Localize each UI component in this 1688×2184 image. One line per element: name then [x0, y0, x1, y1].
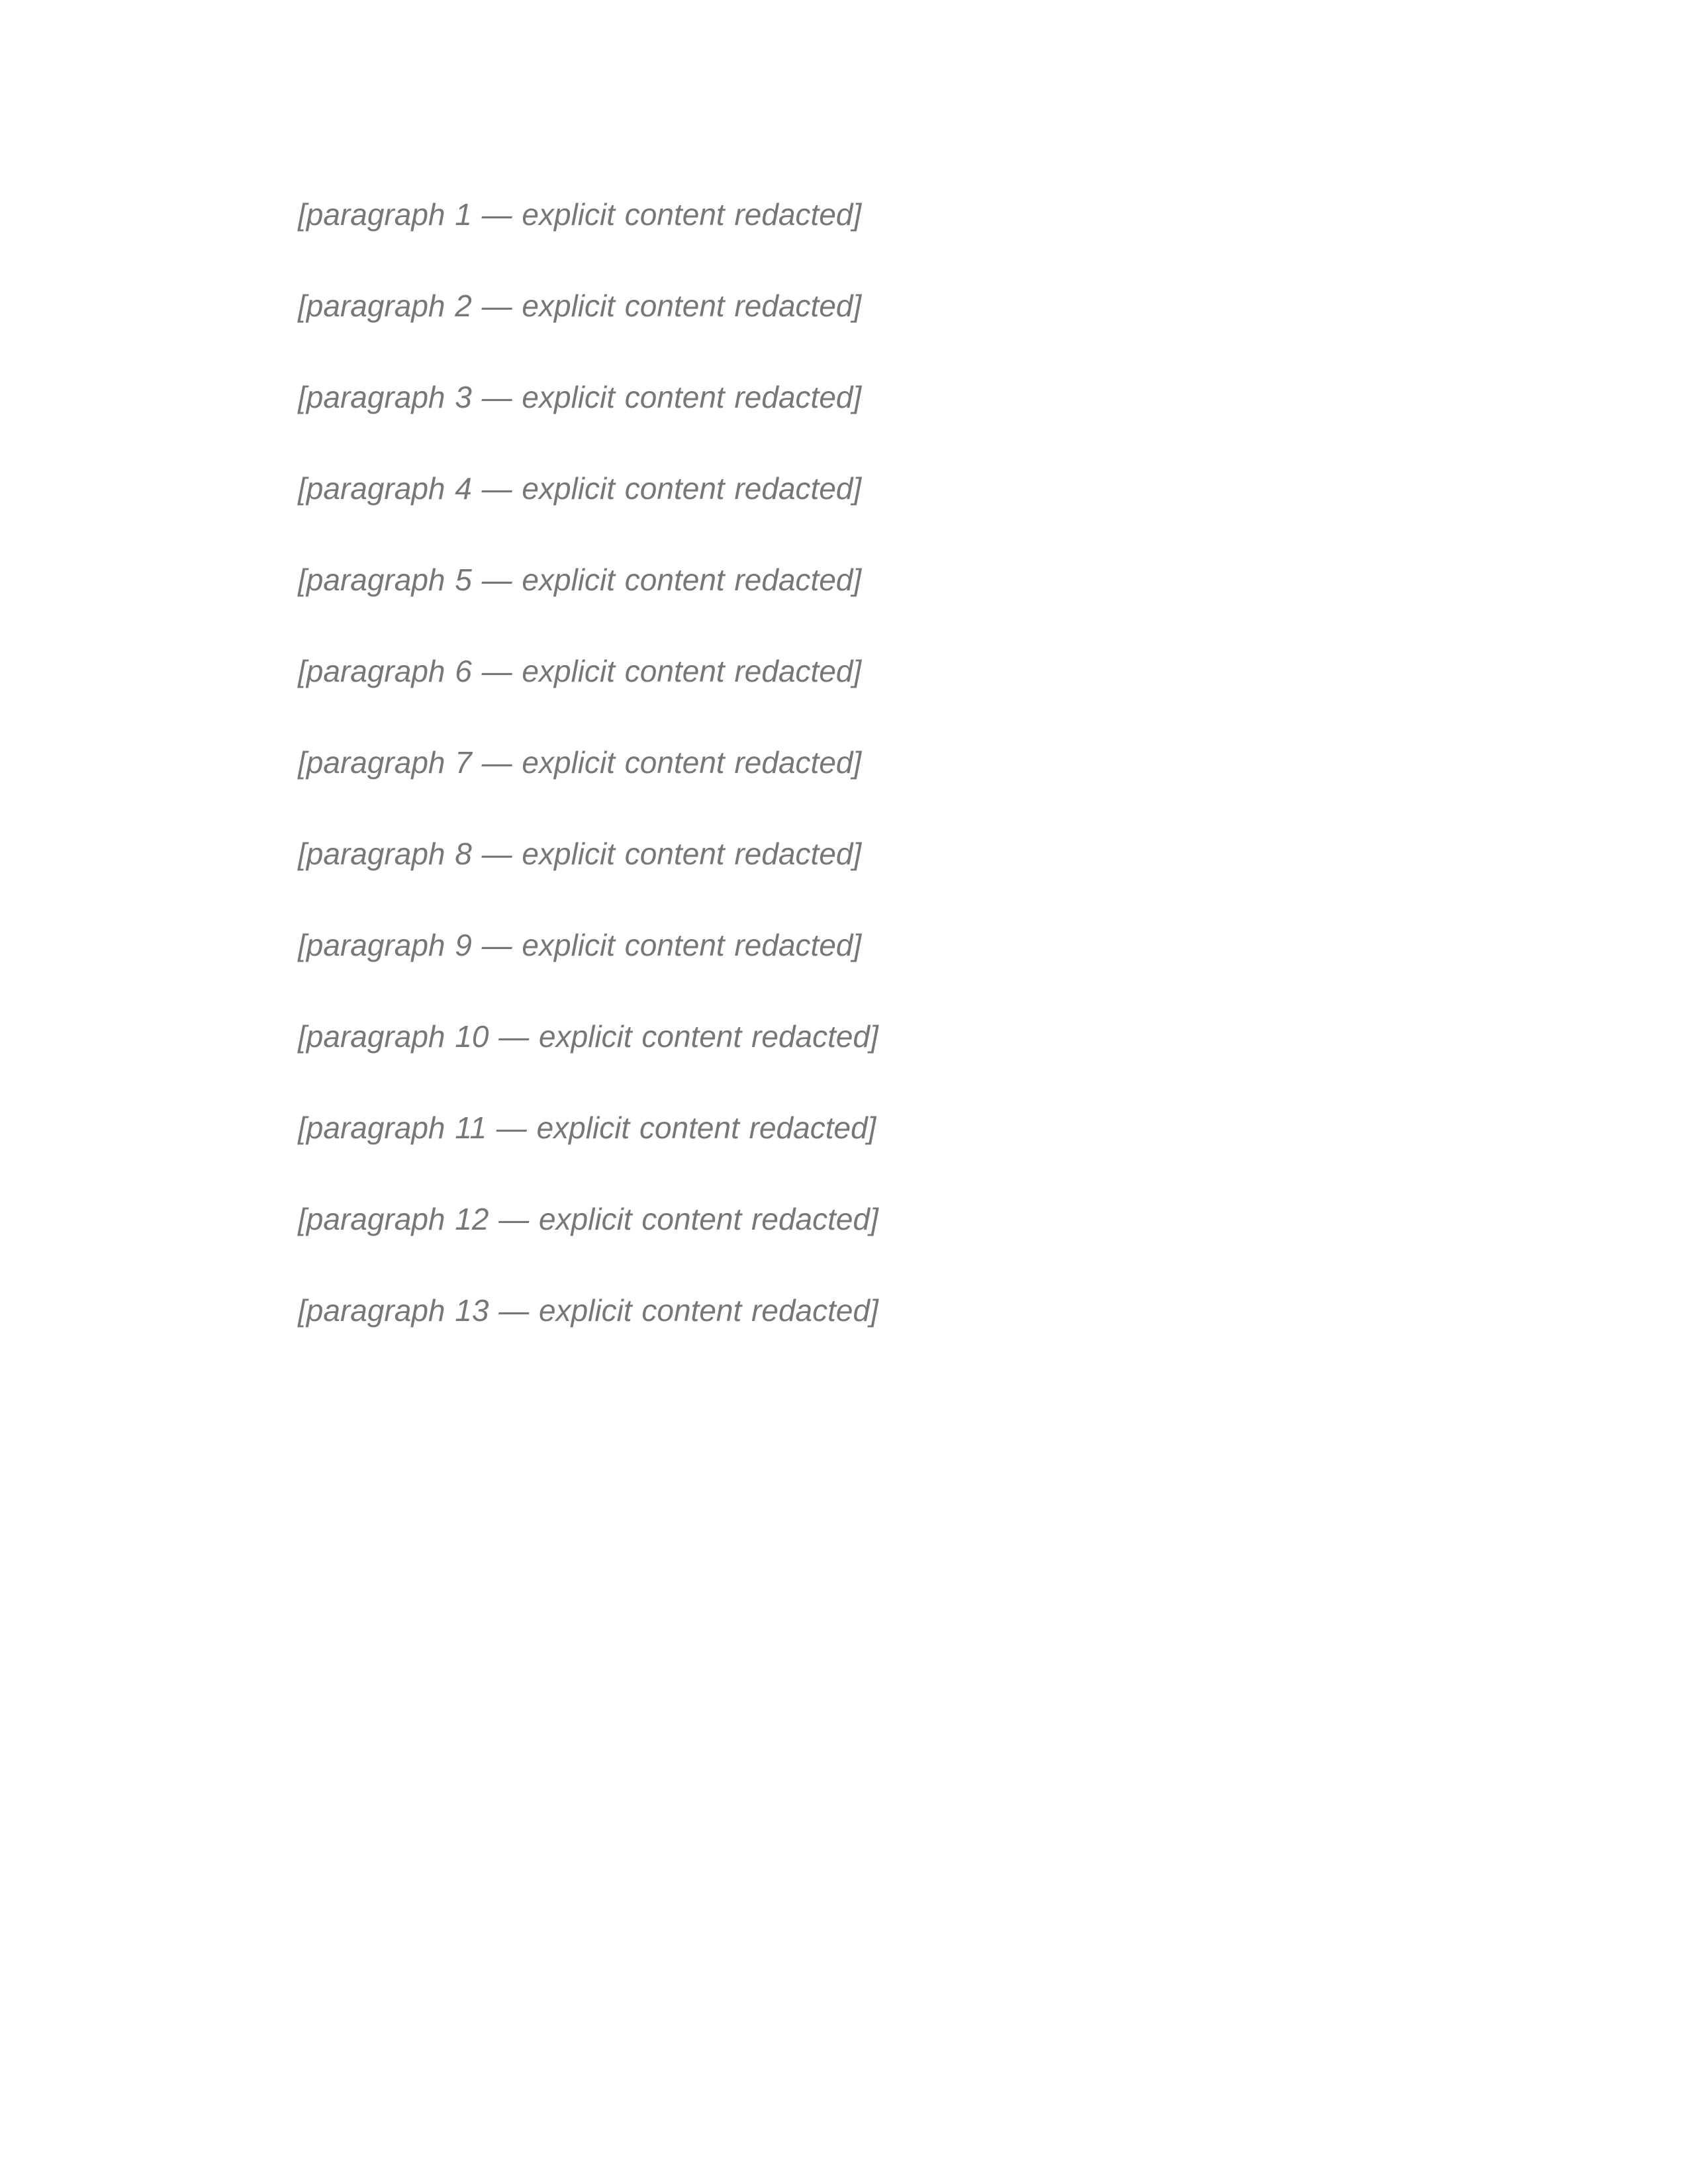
paragraph-12-narration: [paragraph 12 — explicit content redacted]: [298, 1202, 878, 1236]
paragraph-11-dialogue: [paragraph 11 — explicit content redacted]: [298, 1111, 876, 1145]
paragraph-13-dialogue: [paragraph 13 — explicit content redacted]: [298, 1293, 878, 1328]
paragraph-5-narration: [paragraph 5 — explicit content redacted]: [298, 563, 862, 597]
paragraph-9-narration: [paragraph 9 — explicit content redacted]: [298, 928, 862, 962]
paragraph-8-thought: [paragraph 8 — explicit content redacted]: [298, 837, 862, 871]
paragraph-2-narration: [paragraph 2 — explicit content redacted]: [298, 289, 862, 323]
document-body: [199, 192, 1489, 1334]
paragraph-10-dialogue: [paragraph 10 — explicit content redacted]: [298, 1019, 878, 1054]
paragraph-4-dialogue: [paragraph 4 — explicit content redacted]: [298, 471, 862, 506]
paragraph-3-dialogue: [paragraph 3 — explicit content redacted]: [298, 380, 862, 414]
paragraph-7-narration: [paragraph 7 — explicit content redacted]: [298, 745, 862, 780]
paragraph-6-dialogue: [paragraph 6 — explicit content redacted]: [298, 654, 862, 688]
paragraph-1-narration: [paragraph 1 — explicit content redacted]: [298, 197, 862, 232]
